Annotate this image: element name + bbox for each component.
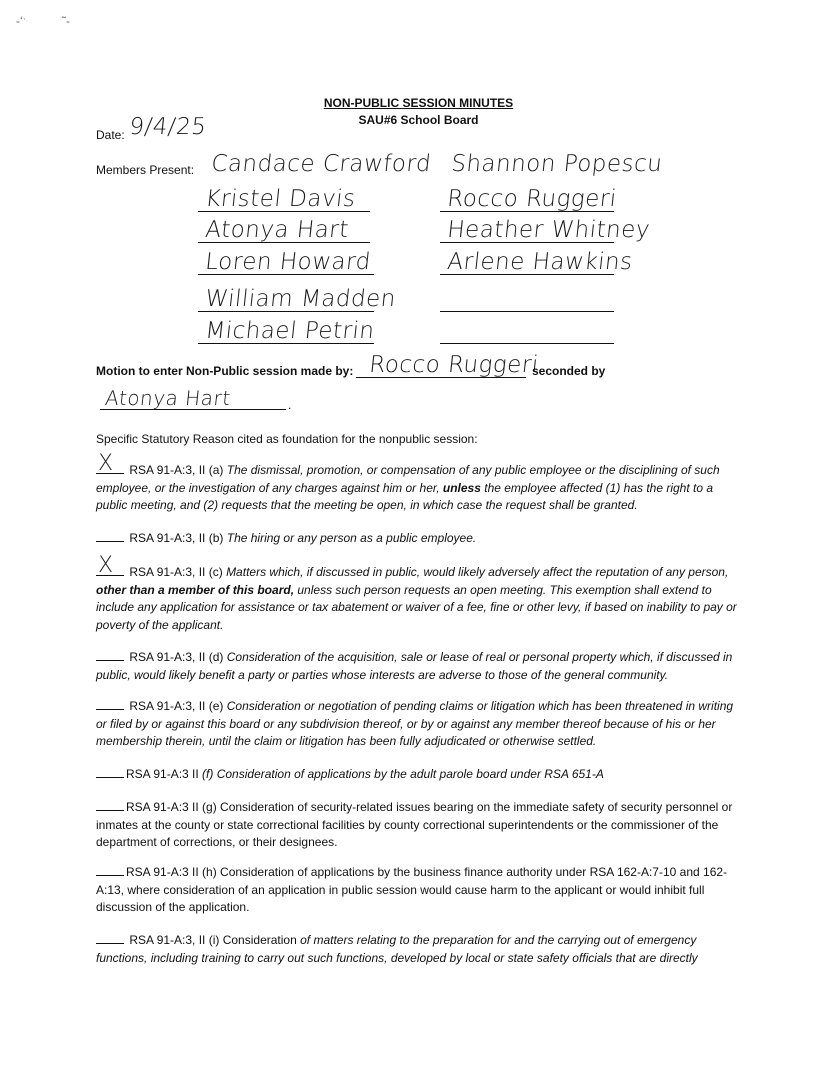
- reason-a-checkbox[interactable]: [96, 451, 124, 476]
- member-right-4: Arlene Hawkins: [440, 241, 614, 275]
- reason-h: RSA 91-A:3 II (h) Consideration of applications by the business finance authority under RSA 162-A:7-10 and 162-A:13, where consideration of an application in public session would cause harm to the applicant or would inhibit full discussion of the application.: [96, 865, 728, 914]
- check-mark: X: [98, 451, 114, 476]
- reason-e-checkbox[interactable]: [96, 698, 124, 710]
- date-field: [128, 112, 208, 140]
- members-label: Members Present:: [96, 163, 195, 177]
- reason-f: RSA 91-A:3 II (f) Consideration of applications by the adult parole board under RSA 651-A: [96, 766, 741, 784]
- reason-c: X RSA 91-A:3, II (c) Matters which, if discussed in public, would likely adversely affect the reputation of any person, other than a member of this board, unless such person requests an open meeting. This exemption shall extend to include any application for assistance or tax abatement or waiver of a fee, fine or other levy, if based on inability to pay or poverty of the applicant.: [96, 553, 737, 632]
- scan-artifact-mark: -‘ˑ: [16, 14, 26, 28]
- member-left-4: Loren Howard: [198, 241, 374, 275]
- date-value: 9/4/25: [128, 114, 208, 140]
- motion-seconded-by-field: [100, 378, 286, 410]
- reason-i-checkbox[interactable]: [96, 932, 124, 944]
- date-label: Date:: [96, 128, 125, 142]
- member-left-6: Michael Petrin: [198, 310, 374, 344]
- motion-made-by: Rocco Ruggeri: [368, 352, 541, 378]
- document-subtitle: SAU#6 School Board: [358, 113, 479, 127]
- reason-c-checkbox[interactable]: [96, 553, 124, 578]
- seconded-label: seconded by: [532, 364, 606, 378]
- reason-g-checkbox[interactable]: [96, 799, 124, 811]
- check-mark: X: [98, 553, 114, 578]
- reason-b-checkbox[interactable]: [96, 530, 124, 542]
- member-right-6: [440, 310, 614, 344]
- motion-label: Motion to enter Non-Public session made by:: [96, 364, 354, 378]
- member-left-3: Atonya Hart: [198, 209, 370, 243]
- member-right-5: [440, 278, 614, 312]
- reason-e: RSA 91-A:3, II (e) Consideration or negotiation of pending claims or litigation which has been threatened in writing or filed by or against this board or any subdivision thereof, or by or against any member thereof because of his or her membership therein, until the claim or litigation has been fully adjudicated or otherwise settled.: [96, 699, 734, 748]
- member-left-2: Kristel Davis: [198, 178, 370, 212]
- member-left-5: William Madden: [198, 278, 374, 312]
- member-right-3: Heather Whitney: [440, 209, 614, 243]
- document-title: NON-PUBLIC SESSION MINUTES: [323, 96, 514, 110]
- reason-h-checkbox[interactable]: [96, 864, 124, 876]
- reason-i: RSA 91-A:3, II (i) Consideration of matters relating to the preparation for and the carrying out of emergency functions, including training to carry out such functions, developed by local or state safety officials that are directly: [96, 933, 698, 965]
- reason-d: RSA 91-A:3, II (d) Consideration of the acquisition, sale or lease of real or personal property which, if discussed in public, would likely benefit a party or parties whose interests are adverse to those of the general community.: [96, 650, 733, 682]
- reason-f-checkbox[interactable]: [96, 766, 124, 778]
- member-right-2: Rocco Ruggeri: [440, 178, 614, 212]
- motion-made-by-field: [356, 344, 541, 378]
- scan-artifact-mark: ˜‑: [62, 14, 70, 28]
- reason-d-checkbox[interactable]: [96, 649, 124, 661]
- motion-seconded-by: Atonya Hart: [104, 386, 232, 410]
- reason-a: X RSA 91-A:3, II (a) The dismissal, promotion, or compensation of any public employee or the disciplining of such employee, or the investigation of any charges against him or her, unless the employee affected (1) has the right to a public meeting, and (2) requests that the meeting be open, in which case the request shall be granted.: [96, 451, 720, 512]
- motion-period: .: [288, 398, 292, 412]
- reason-g: RSA 91-A:3 II (g) Consideration of security-related issues bearing on the immediate safety of security personnel or inmates at the county or state correctional facilities by county correctional superintendents or the commissioner of the department of corrections, or their designees.: [96, 800, 733, 849]
- member-right-1: Shannon Popescu: [450, 151, 664, 177]
- reason-intro: Specific Statutory Reason cited as foundation for the nonpublic session:: [96, 432, 478, 446]
- member-left-1: Candace Crawford: [210, 151, 433, 177]
- reason-b: RSA 91-A:3, II (b) The hiring or any person as a public employee.: [96, 530, 741, 548]
